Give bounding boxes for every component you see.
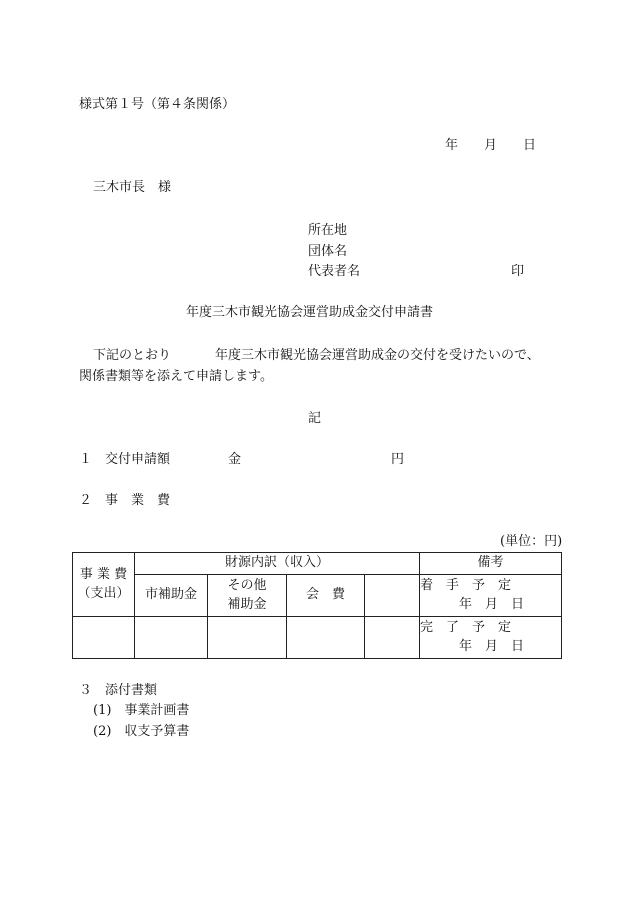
finish-date-cell: 完 了 予 定 年 月 日 (420, 617, 562, 659)
funding-breakdown-header: 財源内訳（収入） (135, 553, 420, 575)
form-number: 様式第１号（第４条関係） (79, 97, 236, 112)
attachment-item: (2) 収支予算書 (93, 724, 190, 739)
representative-label: 代表者名 (308, 264, 361, 279)
unit-label: (単位：円) (500, 534, 563, 549)
other-subsidy-header: その他 補助金 (208, 575, 287, 617)
location-label: 所在地 (308, 223, 348, 238)
membership-fee-header: 会 費 (287, 575, 365, 617)
body-line2: 関係書類等を添えて申請します。 (79, 369, 273, 384)
city-subsidy-header: 市補助金 (135, 575, 208, 617)
addressee: 三木市長 様 (93, 180, 172, 195)
ki-heading: 記 (308, 411, 322, 426)
section3-heading: ３ 添付書類 (79, 683, 158, 698)
section1-heading: １ 交付申請額 (79, 452, 171, 467)
project-cost-table (72, 552, 562, 659)
date-line: 年 月 日 (445, 138, 537, 153)
amount-kin: 金 (228, 452, 242, 467)
attachment-item: (1) 事業計画書 (93, 703, 190, 718)
document-title: 年度三木市観光協会運営助成金交付申請書 (186, 305, 434, 320)
membership-fee-value-cell (287, 617, 365, 659)
blank-value-cell (365, 617, 420, 659)
amount-yen: 円 (391, 452, 405, 467)
body-line1-prefix: 下記のとおり (93, 348, 172, 363)
section2-heading: ２ 事 業 費 (79, 493, 171, 508)
city-subsidy-value-cell (135, 617, 208, 659)
organization-label: 団体名 (308, 244, 348, 259)
project-cost-header: 事 業 費 （支出） (73, 553, 135, 617)
other-subsidy-value-cell (208, 617, 287, 659)
body-line1-rest: 年度三木市観光協会運営助成金の交付を受けたいので、 (215, 348, 540, 363)
remarks-header: 備考 (420, 553, 562, 575)
start-date-cell: 着 手 予 定 年 月 日 (420, 575, 562, 617)
seal-mark: 印 (511, 264, 525, 279)
cost-value-cell (73, 617, 135, 659)
blank-funding-header (365, 575, 420, 617)
